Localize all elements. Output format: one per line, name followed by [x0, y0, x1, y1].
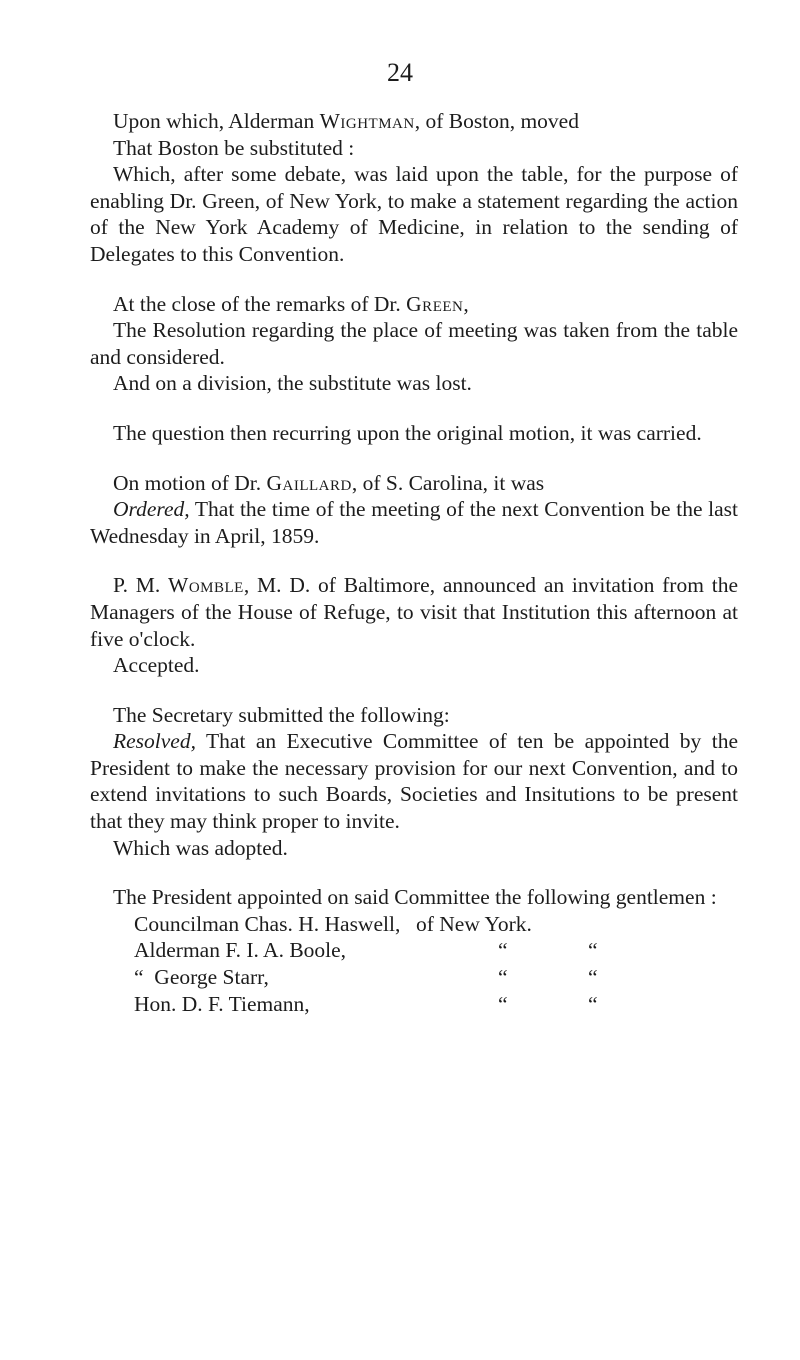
- paragraph-resolved: Resolved, That an Executive Committee of ten be appointed by the President to make the necessary provision for our next Convention, and to extend invitations to such Boards, Societies and Insitutions to be present that they may think proper to invite.: [90, 729, 738, 834]
- list-item: Councilman Chas. H. Haswell, of New York.: [134, 911, 532, 936]
- paragraph-ordered: Ordered, That the time of the meeting of the next Convention be the last Wednesday in April, 1859.: [90, 497, 738, 548]
- name-gaillard: Gaillard: [266, 470, 352, 495]
- paragraph-resolution-place: The Resolution regarding the place of meeting was taken from the table and considered.: [90, 318, 738, 369]
- paragraph-motion-gaillard: On motion of Dr. Gaillard, of S. Carolina, it was: [113, 470, 545, 495]
- ditto-mark: “: [498, 991, 508, 1016]
- list-item: “ George Starr, “ “: [134, 964, 738, 991]
- paragraph-question: The question then recurring upon the original motion, it was carried.: [113, 420, 702, 445]
- ditto-mark: “: [498, 938, 508, 963]
- paragraph-motion: Upon which, Alderman Wightman, of Boston, moved: [113, 109, 579, 133]
- name-womble: Womble: [168, 573, 244, 598]
- name-green: Green: [406, 291, 464, 316]
- committee-list: [134, 911, 738, 1017]
- paragraph-secretary: The Secretary submitted the following:: [113, 702, 450, 727]
- paragraph-appointed: The President appointed on said Committee the following gentlemen :: [113, 885, 717, 910]
- ditto-mark: “: [498, 965, 508, 990]
- ditto-mark: “: [588, 991, 598, 1016]
- ditto-mark: “: [588, 965, 598, 990]
- paragraph-substitute: That Boston be substituted :: [113, 135, 355, 160]
- paragraph-adopted: Which was adopted.: [113, 835, 288, 860]
- list-item: Hon. D. F. Tiemann, “ “: [134, 991, 738, 1018]
- paragraph-invitation: P. M. Womble, M. D. of Baltimore, announced an invitation from the Managers of the House of Refuge, to visit that Institution this afternoon at five o'clock.: [90, 573, 738, 651]
- page-number: 24: [387, 58, 413, 87]
- paragraph-division: And on a division, the substitute was lost.: [113, 371, 472, 396]
- paragraph-close-remarks: At the close of the remarks of Dr. Green,: [113, 291, 469, 316]
- list-item: Alderman F. I. A. Boole, “ “: [134, 937, 738, 964]
- paragraph-accepted: Accepted.: [113, 653, 200, 678]
- body-text: [90, 108, 738, 1017]
- name-wightman: Wightman: [319, 109, 415, 133]
- paragraph-debate: Which, after some debate, was laid upon the table, for the purpose of enabling Dr. Green, of New York, to make a statement regarding the action of the New York Academy of Medicine, in relation to the sending of Delegates to this Convention.: [90, 162, 738, 266]
- ditto-mark: “: [588, 938, 598, 963]
